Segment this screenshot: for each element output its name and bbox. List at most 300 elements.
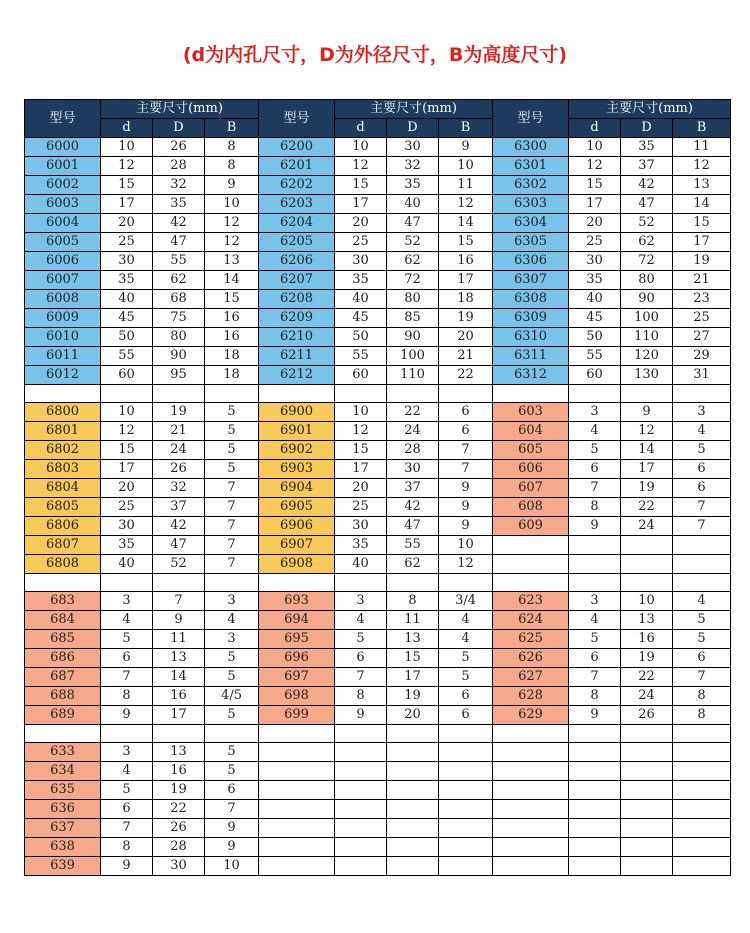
B-cell: 6: [439, 706, 493, 725]
D-cell: 19: [621, 479, 673, 498]
model-cell: 6808: [25, 555, 101, 574]
D-cell: 19: [153, 781, 205, 800]
d-cell: 60: [569, 366, 621, 385]
D-cell: 32: [153, 176, 205, 195]
B-cell: 10: [439, 157, 493, 176]
B-cell: 3: [673, 403, 731, 422]
B-cell: [673, 800, 731, 819]
D-cell: [621, 857, 673, 876]
B-cell: 5: [205, 649, 259, 668]
D-cell: [387, 800, 439, 819]
D-cell: 35: [621, 138, 673, 157]
model-cell: 6006: [25, 252, 101, 271]
model-cell: 6212: [259, 366, 335, 385]
B-cell: 3/4: [439, 592, 493, 611]
model-cell: 623: [493, 592, 569, 611]
B-cell: 8: [205, 157, 259, 176]
B-cell: 6: [205, 781, 259, 800]
B-cell: 23: [673, 290, 731, 309]
empty-cell: [153, 385, 205, 403]
d-header: d: [569, 119, 621, 138]
model-cell: 6806: [25, 517, 101, 536]
model-cell: 687: [25, 668, 101, 687]
d-cell: 3: [569, 592, 621, 611]
D-cell: 10: [621, 592, 673, 611]
model-cell: 606: [493, 460, 569, 479]
d-cell: 5: [101, 630, 153, 649]
model-cell: [493, 555, 569, 574]
D-cell: 80: [387, 290, 439, 309]
d-cell: 9: [569, 706, 621, 725]
B-cell: 5: [205, 422, 259, 441]
D-cell: 13: [153, 743, 205, 762]
d-header: d: [101, 119, 153, 138]
D-cell: 42: [621, 176, 673, 195]
D-cell: 28: [387, 441, 439, 460]
d-cell: [569, 762, 621, 781]
B-cell: 16: [205, 309, 259, 328]
B-cell: 8: [205, 138, 259, 157]
d-cell: [335, 781, 387, 800]
D-cell: [621, 762, 673, 781]
B-cell: 5: [439, 668, 493, 687]
D-cell: 35: [153, 195, 205, 214]
d-cell: 35: [335, 536, 387, 555]
B-cell: [439, 781, 493, 800]
d-cell: 4: [101, 762, 153, 781]
empty-cell: [673, 574, 731, 592]
model-cell: 627: [493, 668, 569, 687]
d-cell: [569, 743, 621, 762]
D-cell: 32: [387, 157, 439, 176]
d-cell: 6: [335, 649, 387, 668]
B-cell: 22: [439, 366, 493, 385]
D-cell: 13: [153, 649, 205, 668]
B-cell: 17: [439, 271, 493, 290]
empty-cell: [439, 725, 493, 743]
D-cell: 21: [153, 422, 205, 441]
model-cell: 6308: [493, 290, 569, 309]
D-cell: 24: [387, 422, 439, 441]
model-cell: 6903: [259, 460, 335, 479]
D-cell: 80: [153, 328, 205, 347]
model-cell: 6203: [259, 195, 335, 214]
model-cell: 6311: [493, 347, 569, 366]
model-cell: 6805: [25, 498, 101, 517]
table-row: [25, 195, 731, 214]
model-cell: 6012: [25, 366, 101, 385]
model-cell: 636: [25, 800, 101, 819]
D-cell: 68: [153, 290, 205, 309]
D-cell: 52: [387, 233, 439, 252]
B-cell: 7: [439, 441, 493, 460]
d-cell: 4: [335, 611, 387, 630]
d-cell: 5: [101, 781, 153, 800]
d-cell: 7: [101, 819, 153, 838]
model-cell: 607: [493, 479, 569, 498]
D-cell: 26: [153, 819, 205, 838]
d-cell: 6: [101, 649, 153, 668]
D-cell: 22: [621, 498, 673, 517]
B-cell: 5: [205, 668, 259, 687]
d-header: d: [335, 119, 387, 138]
d-cell: 20: [101, 214, 153, 233]
B-cell: 9: [205, 176, 259, 195]
B-cell: 4: [205, 611, 259, 630]
d-cell: [569, 555, 621, 574]
B-cell: [673, 536, 731, 555]
d-cell: 3: [569, 403, 621, 422]
B-cell: 19: [439, 309, 493, 328]
d-cell: 8: [569, 687, 621, 706]
model-cell: 6303: [493, 195, 569, 214]
model-cell: 6306: [493, 252, 569, 271]
B-cell: 7: [673, 517, 731, 536]
table-row: [25, 271, 731, 290]
model-cell: 6307: [493, 271, 569, 290]
table-row: [25, 800, 731, 819]
empty-cell: [25, 725, 101, 743]
D-cell: 9: [153, 611, 205, 630]
model-cell: 6300: [493, 138, 569, 157]
model-cell: 6008: [25, 290, 101, 309]
d-cell: [569, 800, 621, 819]
model-cell: 635: [25, 781, 101, 800]
d-cell: 60: [335, 366, 387, 385]
model-cell: [493, 743, 569, 762]
model-cell: 695: [259, 630, 335, 649]
d-cell: 3: [335, 592, 387, 611]
model-cell: [259, 762, 335, 781]
D-cell: 62: [153, 271, 205, 290]
model-cell: 6208: [259, 290, 335, 309]
d-cell: 45: [101, 309, 153, 328]
empty-cell: [621, 385, 673, 403]
table-row: [25, 328, 731, 347]
d-cell: 25: [335, 233, 387, 252]
spacer-row: [25, 574, 731, 592]
model-cell: 686: [25, 649, 101, 668]
table-header: [25, 100, 731, 138]
D-cell: 16: [621, 630, 673, 649]
B-cell: 9: [205, 838, 259, 857]
model-cell: 6004: [25, 214, 101, 233]
model-cell: 6211: [259, 347, 335, 366]
B-cell: 11: [673, 138, 731, 157]
d-cell: 50: [101, 328, 153, 347]
empty-cell: [569, 385, 621, 403]
model-cell: 637: [25, 819, 101, 838]
B-cell: 7: [205, 498, 259, 517]
model-cell: [493, 857, 569, 876]
model-cell: 688: [25, 687, 101, 706]
B-cell: [439, 800, 493, 819]
B-cell: 9: [439, 498, 493, 517]
model-cell: 6302: [493, 176, 569, 195]
B-cell: 14: [439, 214, 493, 233]
D-cell: 16: [153, 762, 205, 781]
model-cell: [493, 762, 569, 781]
d-cell: 40: [335, 290, 387, 309]
D-cell: 26: [621, 706, 673, 725]
B-header: B: [673, 119, 731, 138]
model-cell: 698: [259, 687, 335, 706]
d-cell: 20: [335, 214, 387, 233]
B-header: B: [439, 119, 493, 138]
D-cell: 62: [621, 233, 673, 252]
d-cell: [335, 743, 387, 762]
model-cell: 608: [493, 498, 569, 517]
D-cell: 17: [387, 668, 439, 687]
main-size-header: 主要尺寸(mm): [335, 100, 493, 119]
model-cell: 629: [493, 706, 569, 725]
d-cell: 10: [569, 138, 621, 157]
B-cell: 21: [673, 271, 731, 290]
d-cell: 50: [569, 328, 621, 347]
model-cell: [259, 781, 335, 800]
d-cell: [569, 536, 621, 555]
B-cell: 7: [205, 479, 259, 498]
table-row: [25, 252, 731, 271]
D-cell: [621, 536, 673, 555]
D-header: D: [621, 119, 673, 138]
D-cell: 22: [153, 800, 205, 819]
D-cell: [621, 743, 673, 762]
d-cell: 4: [569, 422, 621, 441]
D-cell: 110: [621, 328, 673, 347]
table-row: [25, 611, 731, 630]
page-title: (d为内孔尺寸，D为外径尺寸，B为高度尺寸): [182, 44, 568, 66]
model-cell: 699: [259, 706, 335, 725]
d-cell: 7: [569, 668, 621, 687]
D-cell: 19: [387, 687, 439, 706]
D-cell: [387, 781, 439, 800]
d-cell: 15: [101, 176, 153, 195]
d-cell: 7: [101, 668, 153, 687]
D-cell: 32: [153, 479, 205, 498]
d-cell: 55: [569, 347, 621, 366]
table-row: [25, 536, 731, 555]
d-cell: 12: [101, 157, 153, 176]
D-cell: [621, 781, 673, 800]
empty-cell: [259, 725, 335, 743]
B-cell: 5: [205, 403, 259, 422]
D-cell: 28: [153, 157, 205, 176]
model-cell: 6800: [25, 403, 101, 422]
table-row: [25, 781, 731, 800]
model-cell: 6007: [25, 271, 101, 290]
empty-cell: [101, 574, 153, 592]
B-cell: 18: [205, 347, 259, 366]
table-row: [25, 176, 731, 195]
model-cell: 624: [493, 611, 569, 630]
empty-cell: [25, 574, 101, 592]
B-cell: 6: [439, 687, 493, 706]
model-cell: 6904: [259, 479, 335, 498]
B-cell: [673, 555, 731, 574]
model-cell: 628: [493, 687, 569, 706]
empty-cell: [335, 725, 387, 743]
d-cell: 30: [101, 252, 153, 271]
d-cell: 25: [101, 498, 153, 517]
model-cell: 6803: [25, 460, 101, 479]
d-cell: [569, 857, 621, 876]
D-cell: 22: [621, 668, 673, 687]
B-cell: 7: [439, 460, 493, 479]
D-cell: 55: [387, 536, 439, 555]
D-cell: 15: [387, 649, 439, 668]
B-cell: [673, 857, 731, 876]
D-cell: [387, 857, 439, 876]
D-cell: 37: [153, 498, 205, 517]
D-cell: 37: [621, 157, 673, 176]
model-header: 型号: [25, 100, 101, 138]
table-row: [25, 479, 731, 498]
model-cell: 605: [493, 441, 569, 460]
d-cell: 25: [101, 233, 153, 252]
empty-cell: [673, 385, 731, 403]
d-cell: 17: [335, 460, 387, 479]
d-cell: 8: [335, 687, 387, 706]
B-cell: 8: [673, 706, 731, 725]
model-cell: 639: [25, 857, 101, 876]
B-cell: 3: [205, 630, 259, 649]
d-cell: [335, 857, 387, 876]
B-cell: 5: [205, 460, 259, 479]
B-cell: 31: [673, 366, 731, 385]
model-cell: 634: [25, 762, 101, 781]
d-cell: 35: [569, 271, 621, 290]
model-cell: [259, 743, 335, 762]
table-row: [25, 857, 731, 876]
model-cell: 6807: [25, 536, 101, 555]
D-cell: 95: [153, 366, 205, 385]
B-cell: 25: [673, 309, 731, 328]
empty-cell: [493, 725, 569, 743]
d-cell: 17: [569, 195, 621, 214]
D-cell: [387, 838, 439, 857]
D-cell: 24: [621, 517, 673, 536]
B-cell: 9: [439, 517, 493, 536]
D-cell: 75: [153, 309, 205, 328]
D-cell: 80: [621, 271, 673, 290]
d-cell: 35: [101, 536, 153, 555]
model-cell: 697: [259, 668, 335, 687]
d-cell: 12: [335, 157, 387, 176]
model-cell: 6009: [25, 309, 101, 328]
d-cell: 8: [101, 687, 153, 706]
d-cell: 10: [101, 138, 153, 157]
D-cell: 130: [621, 366, 673, 385]
D-cell: 120: [621, 347, 673, 366]
empty-cell: [569, 725, 621, 743]
B-cell: 9: [439, 479, 493, 498]
B-cell: 12: [439, 555, 493, 574]
B-cell: 9: [205, 819, 259, 838]
B-cell: 18: [205, 366, 259, 385]
B-cell: 16: [439, 252, 493, 271]
table-row: [25, 838, 731, 857]
D-cell: [387, 819, 439, 838]
B-cell: 8: [673, 687, 731, 706]
D-cell: 42: [153, 517, 205, 536]
B-cell: 16: [205, 328, 259, 347]
d-cell: 7: [335, 668, 387, 687]
d-cell: [335, 819, 387, 838]
D-cell: 13: [387, 630, 439, 649]
d-cell: 20: [335, 479, 387, 498]
D-header: D: [153, 119, 205, 138]
table-body: [25, 138, 731, 876]
D-cell: 24: [153, 441, 205, 460]
model-cell: 6304: [493, 214, 569, 233]
D-cell: 30: [153, 857, 205, 876]
D-cell: 42: [387, 498, 439, 517]
d-cell: 45: [335, 309, 387, 328]
model-cell: 6906: [259, 517, 335, 536]
B-cell: 9: [439, 138, 493, 157]
table-row: [25, 403, 731, 422]
B-cell: 7: [205, 517, 259, 536]
d-cell: [569, 819, 621, 838]
d-cell: 17: [101, 195, 153, 214]
D-cell: 90: [387, 328, 439, 347]
D-cell: 110: [387, 366, 439, 385]
B-cell: 10: [205, 857, 259, 876]
D-cell: 19: [153, 403, 205, 422]
D-cell: [387, 762, 439, 781]
d-cell: [335, 762, 387, 781]
d-cell: 55: [335, 347, 387, 366]
model-cell: 6202: [259, 176, 335, 195]
D-cell: 35: [387, 176, 439, 195]
D-cell: 12: [621, 422, 673, 441]
model-cell: 6312: [493, 366, 569, 385]
model-cell: 6802: [25, 441, 101, 460]
B-cell: 3: [205, 592, 259, 611]
table-row: [25, 309, 731, 328]
D-cell: 13: [621, 611, 673, 630]
table-row: [25, 706, 731, 725]
empty-cell: [621, 725, 673, 743]
D-cell: 26: [153, 138, 205, 157]
model-cell: 6907: [259, 536, 335, 555]
D-cell: 28: [153, 838, 205, 857]
table-row: [25, 592, 731, 611]
D-cell: 14: [621, 441, 673, 460]
D-cell: [621, 838, 673, 857]
d-cell: 6: [569, 649, 621, 668]
B-cell: 6: [673, 649, 731, 668]
empty-cell: [439, 385, 493, 403]
D-cell: 40: [387, 195, 439, 214]
D-cell: 17: [621, 460, 673, 479]
D-cell: 14: [153, 668, 205, 687]
B-cell: 6: [673, 460, 731, 479]
model-cell: [259, 800, 335, 819]
model-cell: 6206: [259, 252, 335, 271]
B-cell: [439, 838, 493, 857]
model-cell: 6902: [259, 441, 335, 460]
D-cell: [621, 800, 673, 819]
table-row: [25, 687, 731, 706]
d-cell: 25: [335, 498, 387, 517]
d-cell: 12: [335, 422, 387, 441]
d-cell: 9: [101, 706, 153, 725]
table-row: [25, 422, 731, 441]
B-cell: 6: [439, 403, 493, 422]
B-cell: 12: [205, 214, 259, 233]
